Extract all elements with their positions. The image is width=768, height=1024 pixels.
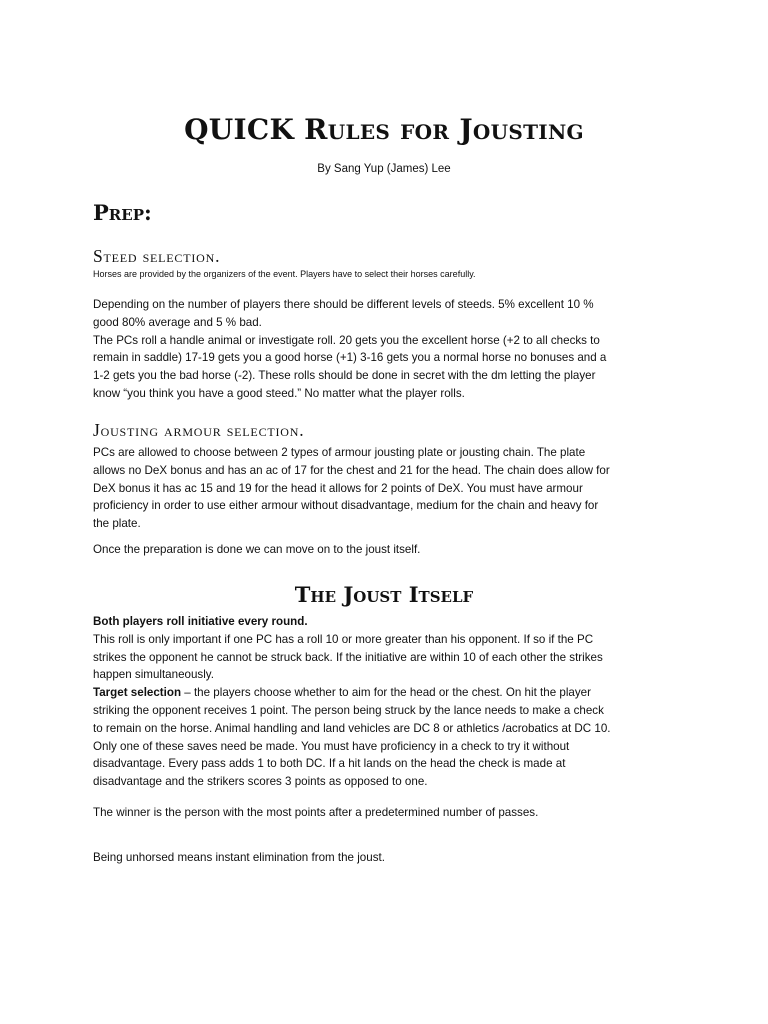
preparation-done-paragraph — [93, 541, 675, 559]
text-line: Depending on the number of players there should be different levels of steeds. 5% excellent 10 % — [93, 298, 594, 311]
target-selection-label: Target selection — [93, 686, 182, 700]
steed-selection-heading: Steed selection. — [93, 246, 221, 266]
text-line: This roll is only important if one PC has a roll 10 or more greater than his opponent. If so if the PC — [93, 632, 594, 646]
text-line: the plate. — [93, 517, 141, 531]
text-line: happen simultaneously. — [93, 668, 214, 682]
text-line: good 80% average and 5 % bad. — [93, 315, 262, 329]
steed-note: Horses are provided by the organizers of the event. Players have to select their horses carefully. — [93, 269, 476, 279]
armour-selection-heading: Jousting armour selection. — [93, 420, 305, 440]
text-line: know “you think you have a good steed.” No matter what the player rolls. — [93, 386, 465, 400]
joust-rules-paragraph — [93, 613, 675, 791]
text-line: striking the opponent receives 1 point. The person being struck by the lance needs to make a check — [93, 703, 604, 717]
text-line: proficiency in order to use either armour without disadvantage, medium for the chain and heavy for — [93, 499, 599, 513]
document-title: QUICK Rules for Jousting — [184, 113, 584, 146]
text-line: The PCs roll a handle animal or investigate roll. 20 gets you the excellent horse (+2 to all checks to — [93, 333, 600, 347]
steed-levels-paragraph — [93, 296, 675, 403]
text-line: Once the preparation is done we can move on to the joust itself. — [93, 543, 421, 556]
text-line: remain in saddle) 17-19 gets you a good horse (+1) 3-16 gets you a normal horse no bonuses and a — [93, 351, 607, 365]
text-line: disadvantage. Every pass adds 1 to both DC. If a hit lands on the head the check is made at — [93, 757, 566, 771]
unhorsed-paragraph — [93, 849, 675, 867]
text-line: PCs are allowed to choose between 2 types of armour jousting plate or jousting chain. The plate — [93, 446, 586, 459]
target-selection-text: – the players choose whether to aim for the head or the chest. On hit the player — [181, 686, 591, 700]
winner-paragraph — [93, 804, 675, 822]
text-line: 1-2 gets you the bad horse (-2). These rolls should be done in secret with the dm letting the player — [93, 369, 596, 383]
text-line: Only one of these saves need be made. You must have proficiency in a check to try it without — [93, 739, 570, 753]
prep-heading: Prep: — [93, 200, 152, 225]
text-line: strikes the opponent he cannot be struck back. If the initiative are within 10 of each other the strikes — [93, 650, 603, 664]
armour-paragraph — [93, 444, 675, 533]
initiative-rule: Both players roll initiative every round. — [93, 615, 308, 628]
text-line: to remain on the horse. Animal handling and land vehicles are DC 8 or athletics /acrobatics at DC 10. — [93, 721, 611, 735]
text-line — [93, 684, 675, 702]
text-line: DeX bonus it has ac 15 and 19 for the head it allows for 2 points of DeX. You must have armour — [93, 481, 583, 495]
author-byline: By Sang Yup (James) Lee — [317, 163, 451, 175]
text-line: Being unhorsed means instant elimination from the joust. — [93, 851, 385, 864]
joust-itself-heading: The Joust Itself — [294, 582, 474, 607]
text-line: The winner is the person with the most points after a predetermined number of passes. — [93, 806, 539, 819]
text-line: allows no DeX bonus and has an ac of 17 for the chest and 21 for the head. The chain does allow for — [93, 463, 610, 477]
text-line: disadvantage and the strikers scores 3 points as opposed to one. — [93, 775, 428, 789]
